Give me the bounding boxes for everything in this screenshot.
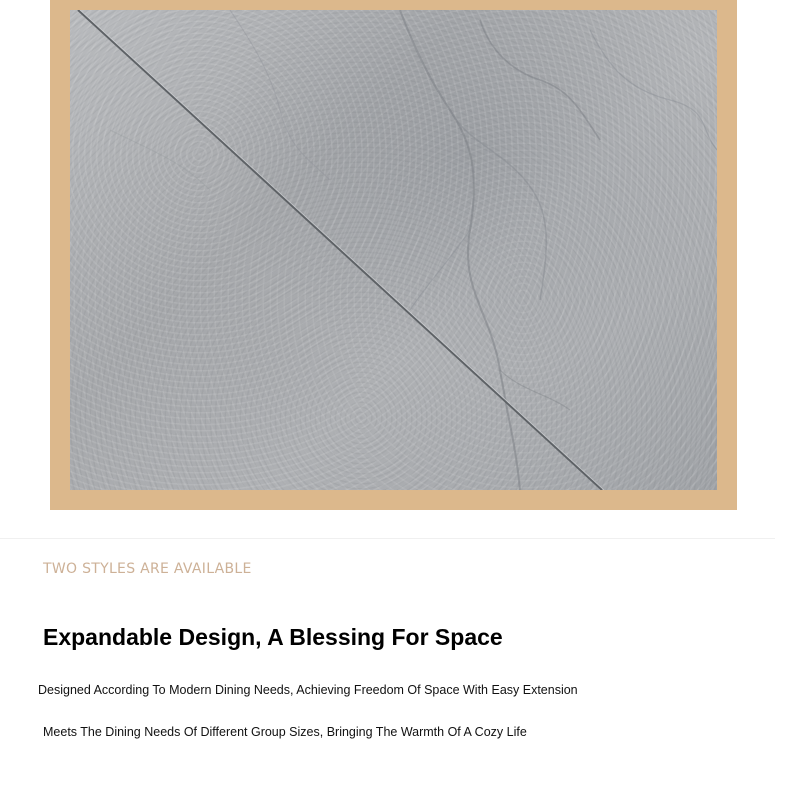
section-divider — [0, 538, 775, 539]
marble-veins-graphic — [70, 10, 717, 490]
section-heading: Expandable Design, A Blessing For Space — [43, 624, 503, 650]
section-subtitle: TWO STYLES ARE AVAILABLE — [43, 561, 252, 577]
product-image-frame — [50, 0, 737, 510]
feature-description-line-1: Designed According To Modern Dining Needs, Achieving Freedom Of Space With Easy Extension — [38, 683, 578, 697]
feature-description-line-2: Meets The Dining Needs Of Different Group Sizes, Bringing The Warmth Of A Cozy Life — [43, 725, 527, 739]
marble-tabletop-image — [70, 10, 717, 490]
